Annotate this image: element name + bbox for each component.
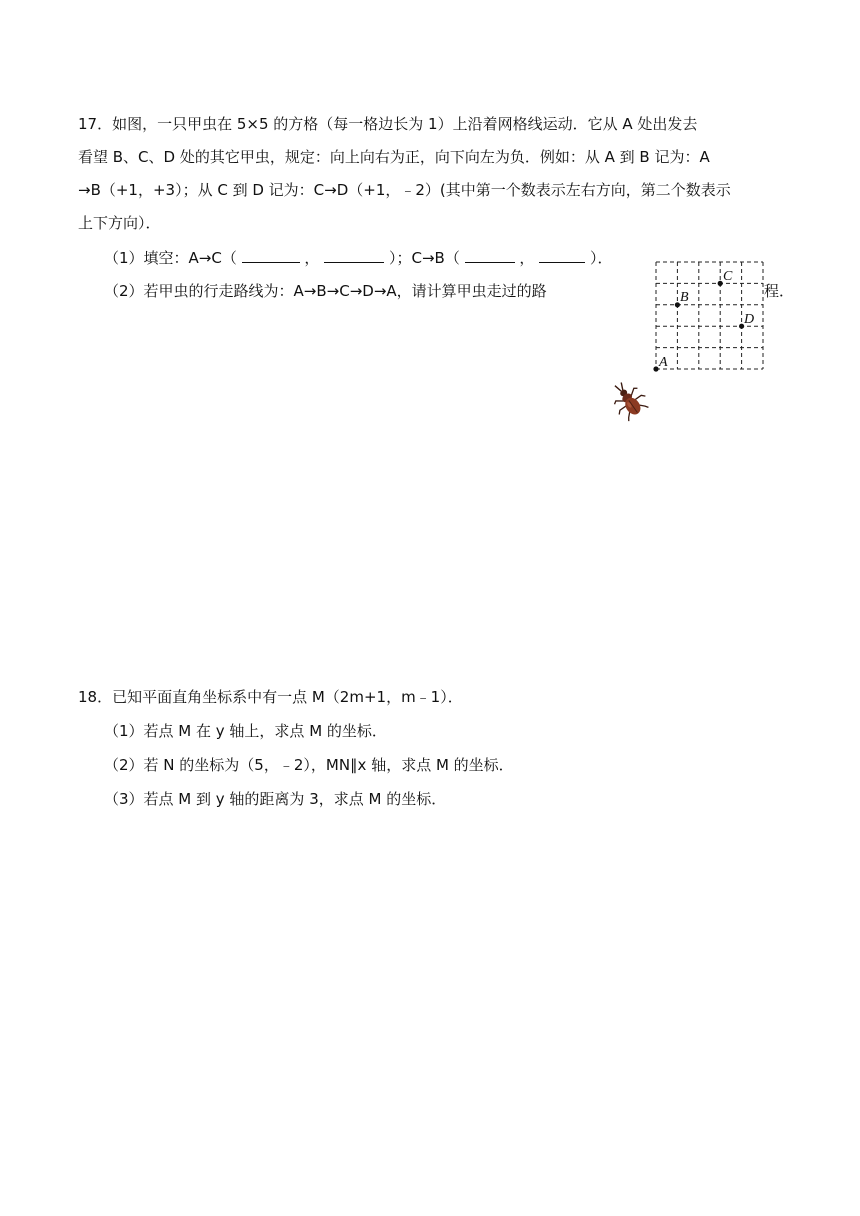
q17-part-2: （2）若甲虫的行走路线为：A→B→C→D→A，请计算甲虫走过的路 bbox=[104, 282, 547, 300]
answer-blank-cb-x[interactable] bbox=[465, 246, 515, 263]
answer-blank-ac-y[interactable] bbox=[324, 246, 384, 263]
q18-line-1: 18．已知平面直角坐标系中有一点 M（2m+1，m﹣1）． bbox=[78, 688, 463, 706]
q18-part-3: （3）若点 M 到 y 轴的距离为 3，求点 M 的坐标． bbox=[104, 790, 447, 808]
q18-part-1: （1）若点 M 在 y 轴上，求点 M 的坐标． bbox=[104, 722, 387, 740]
point-a bbox=[653, 366, 658, 371]
q17-line-2: 看望 B、C、D 处的其它甲虫，规定：向上向右为正，向下向左为负．例如：从 A 到 B 记为：A bbox=[78, 148, 710, 166]
q17-part-1-lead: （1）填空：A→C（ bbox=[104, 249, 237, 267]
q17-part-1-comma-2: ， bbox=[519, 249, 535, 267]
q17-line-3: →B（+1，+3）；从 C 到 D 记为：C→D（+1，﹣2）(其中第一个数表示左右方向，第二个数表示 bbox=[78, 181, 731, 199]
q18-part-2: （2）若 N 的坐标为（5，﹣2），MN∥x 轴，求点 M 的坐标． bbox=[104, 756, 514, 774]
label-a: A bbox=[659, 355, 668, 370]
q17-part-1-mid: ）；C→B（ bbox=[389, 249, 460, 267]
q17-part-1-end: ）． bbox=[589, 249, 613, 267]
q17-part-1 bbox=[104, 246, 613, 269]
grid-figure bbox=[604, 252, 780, 430]
beetle-icon bbox=[604, 375, 651, 424]
q17-line-4: 上下方向）． bbox=[78, 214, 161, 232]
answer-blank-ac-x[interactable] bbox=[242, 246, 300, 263]
q17-line-1: 17．如图，一只甲虫在 5×5 的方格（每一格边长为 1）上沿着网格线运动．它从 A 处出发去 bbox=[78, 115, 698, 133]
answer-blank-cb-y[interactable] bbox=[539, 246, 585, 263]
label-d: D bbox=[744, 312, 755, 327]
q17-part-2-end: 程． bbox=[764, 282, 795, 300]
label-b: B bbox=[680, 290, 689, 305]
label-c: C bbox=[723, 269, 733, 284]
q17-part-1-comma-1: ， bbox=[304, 249, 320, 267]
